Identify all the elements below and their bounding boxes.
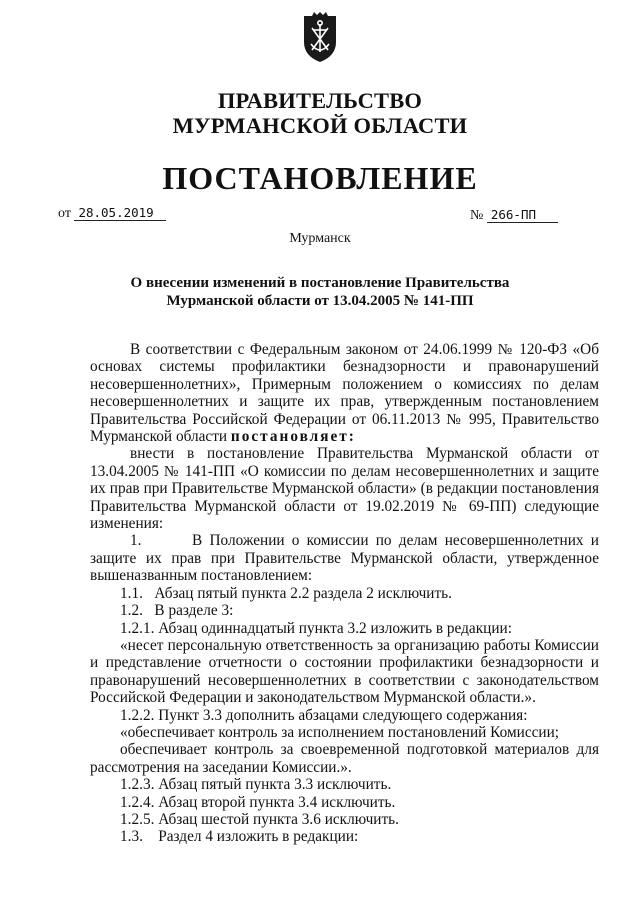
title-line-1: О внесении изменений в постановление Правительства (130, 275, 510, 291)
document-title (0, 274, 640, 310)
paragraph-11: 1.2.3. Абзац пятый пункта 3.3 исключить. (120, 776, 392, 794)
paragraph-9: «обеспечивает контроль за исполнением постановлений Комиссии; (120, 723, 560, 741)
city: Мурманск (289, 231, 351, 246)
resolve-word: постановляет: (230, 428, 356, 446)
document-type: ПОСТАНОВЛЕНИЕ (162, 160, 478, 196)
paragraph-3: 1. В Положении о комиссии по делам несовершеннолетних и защите их прав при Правительстве Мурманской области, утвержденное вышеназванным постановлением: (90, 532, 603, 585)
gov-line-1: ПРАВИТЕЛЬСТВО (217, 88, 423, 113)
paragraph-14: 1.3. Раздел 4 изложить в редакции: (120, 828, 359, 846)
document-date: 28.05.2019 (74, 205, 165, 221)
date-row (58, 205, 166, 222)
paragraph-13: 1.2.5. Абзац шестой пункта 3.6 исключить. (120, 810, 399, 828)
date-prefix: от (58, 206, 71, 221)
document-body (90, 341, 603, 846)
paragraph-10: обеспечивает контроль за своевременной подготовкой материалов для рассмотрения на заседании Комиссии.». (90, 741, 599, 776)
number-prefix: № (470, 208, 484, 223)
paragraph-2: внести в постановление Правительства Мурманской области от 13.04.2005 № 141-ПП «О комиссии по делам несовершеннолетних и защите их прав при Правительстве Мурманской области» (в редакции постановления Правительства Мурманской области от 19.02.2019 № 69-ПП) следующие изменения: (90, 445, 599, 533)
paragraph-1-text: В соответствии с Федеральным законом от 24.06.1999 № 120-ФЗ «Об основах системы профилактики безнадзорности и правонарушений несовершеннолетних», Примерным положением о комиссиях по делам несовершеннолетних и защите их прав, утвержденным постановлением Правительства Российской Федерации от 06.11.2013 № 995, Правительство Мурманской области (90, 341, 599, 446)
paragraph-5: 1.2. В разделе 3: (120, 602, 234, 620)
paragraph-6: 1.2.1. Абзац одиннадцатый пункта 3.2 изложить в редакции: (120, 619, 512, 637)
paragraph-12: 1.2.4. Абзац второй пункта 3.4 исключить. (120, 793, 396, 811)
document-number: 266-ПП (487, 207, 558, 223)
title-line-2: Мурманской области от 13.04.2005 № 141-ПП (166, 293, 474, 309)
paragraph-7: «несет персональную ответственность за организацию работы Комиссии и представление отчетности о состоянии профилактики безнадзорности и правонарушений несовершеннолетних в соответствии с законодательством Российской Федерации и законодательством Мурманской области.». (90, 636, 599, 707)
gov-line-2: МУРМАНСКОЙ ОБЛАСТИ (172, 113, 468, 138)
coat-of-arms-icon (300, 12, 340, 64)
paragraph-8: 1.2.2. Пункт 3.3 дополнить абзацами следующего содержания: (120, 706, 528, 724)
paragraph-4: 1.1. Абзац пятый пункта 2.2 раздела 2 исключить. (120, 584, 452, 602)
paragraph-1 (90, 341, 599, 445)
number-row (470, 207, 558, 224)
government-name (0, 88, 640, 138)
